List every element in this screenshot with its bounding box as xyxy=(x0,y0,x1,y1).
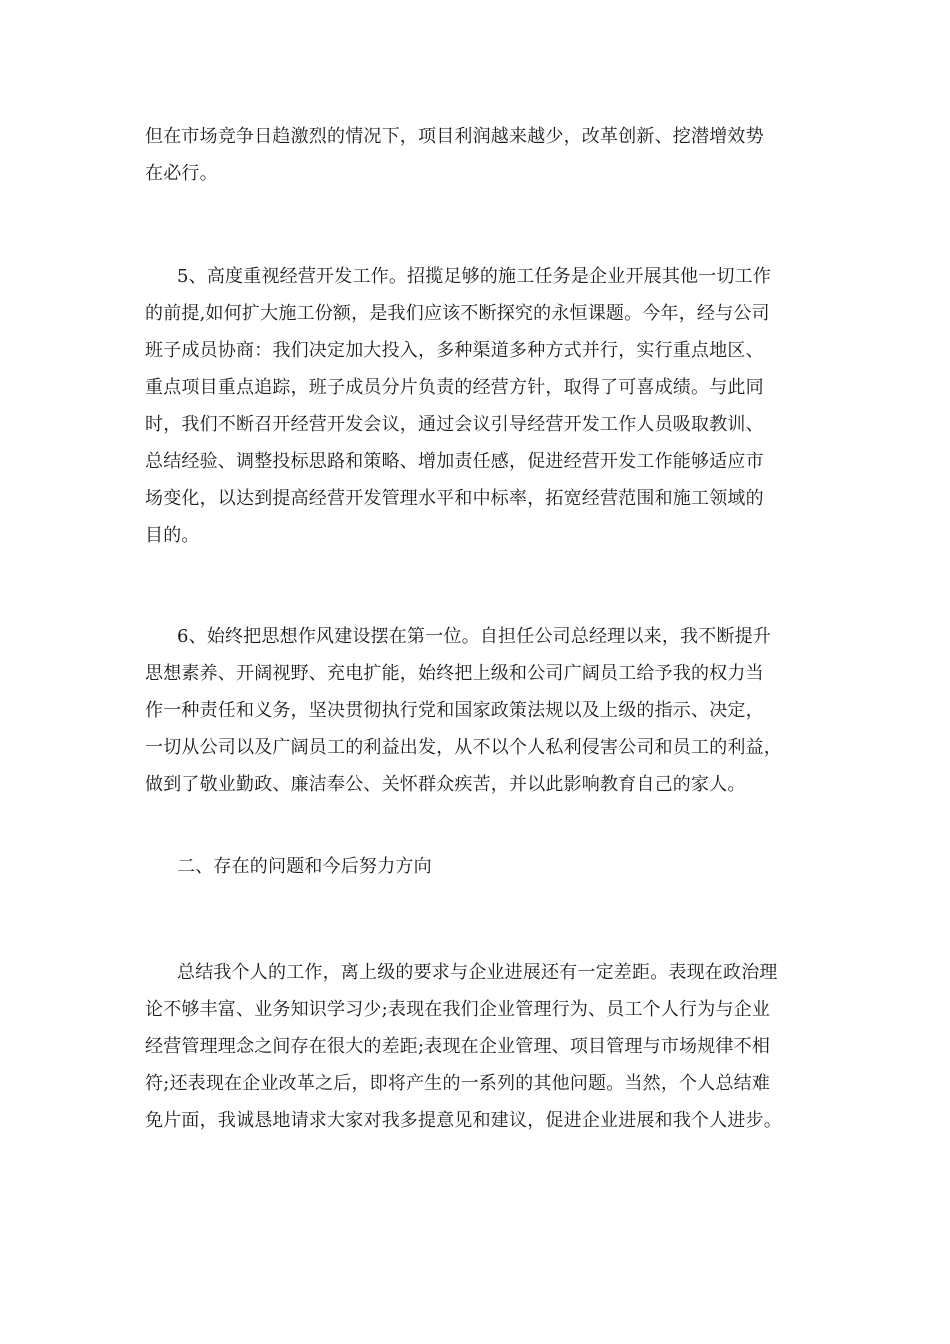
text-line: 在必行。 xyxy=(145,163,218,184)
text-line: 符;还表现在企业改革之后，即将产生的一系列的其他问题。当然，个人总结难 xyxy=(145,1073,771,1094)
text-line: 目的。 xyxy=(145,525,200,546)
heading-text: 二、存在的问题和今后努力方向 xyxy=(177,856,432,877)
text-line: 场变化，以达到提高经营开发管理水平和中标率，拓宽经营范围和施工领域的 xyxy=(145,488,764,509)
text-line: 班子成员协商：我们决定加大投入，多种渠道多种方式并行，实行重点地区、 xyxy=(145,340,764,361)
text-line: 思想素养、开阔视野、充电扩能，始终把上级和公司广阔员工给予我的权力当 xyxy=(145,663,764,684)
text-line: 但在市场竞争日趋激烈的情况下，项目利润越来越少，改革创新、挖潜增效势 xyxy=(145,126,764,147)
section-heading xyxy=(145,848,815,885)
text-line: 做到了敬业勤政、廉洁奉公、关怀群众疾苦，并以此影响教育自己的家人。 xyxy=(145,774,746,795)
text-line: 6、始终把思想作风建设摆在第一位。自担任公司总经理以来，我不断提升 xyxy=(177,626,772,647)
text-line: 一切从公司以及广阔员工的利益出发，从不以个人私利侵害公司和员工的利益， xyxy=(145,737,782,758)
text-line: 免片面，我诚恳地请求大家对我多提意见和建议，促进企业进展和我个人进步。 xyxy=(145,1110,782,1131)
paragraph-ideological-style xyxy=(145,618,815,803)
text-line: 作一种责任和义务，坚决贯彻执行党和国家政策法规以及上级的指示、决定， xyxy=(145,700,764,721)
text-line: 论不够丰富、业务知识学习少;表现在我们企业管理行为、员工个人行为与企业 xyxy=(145,999,771,1020)
paragraph-business-development xyxy=(145,258,815,554)
paragraph-market-competition xyxy=(145,118,815,192)
text-line: 5、高度重视经营开发工作。招揽足够的施工任务是企业开展其他一切工作 xyxy=(177,266,772,287)
text-line: 经营管理理念之间存在很大的差距;表现在企业管理、项目管理与市场规律不相 xyxy=(145,1036,771,1057)
text-line: 总结经验、调整投标思路和策略、增加责任感，促进经营开发工作能够适应市 xyxy=(145,451,764,472)
text-line: 重点项目重点追踪，班子成员分片负责的经营方针，取得了可喜成绩。与此同 xyxy=(145,377,764,398)
text-line: 总结我个人的工作，离上级的要求与企业进展还有一定差距。表现在政治理 xyxy=(177,962,778,983)
text-line: 的前提,如何扩大施工份额，是我们应该不断探究的永恒课题。今年，经与公司 xyxy=(145,303,770,324)
paragraph-summary xyxy=(145,954,815,1139)
text-line: 时，我们不断召开经营开发会议，通过会议引导经营开发工作人员吸取教训、 xyxy=(145,414,764,435)
